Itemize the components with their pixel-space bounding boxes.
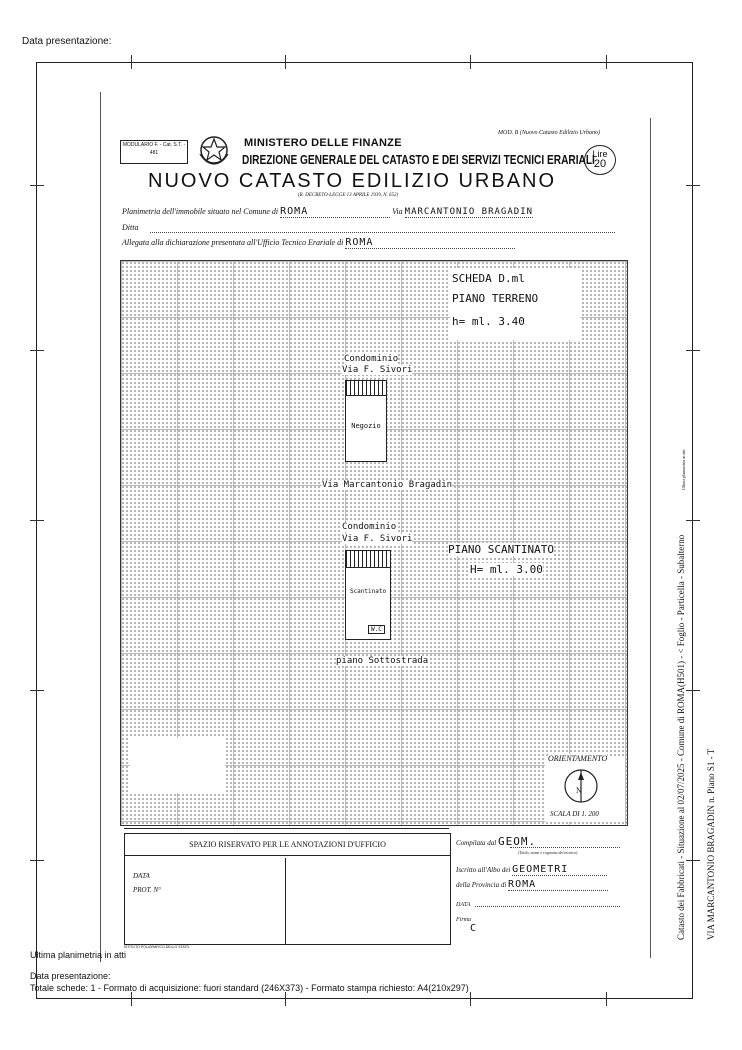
provincia-value: ROMA <box>508 879 608 891</box>
inner-right-line <box>650 118 651 958</box>
tick-right-3 <box>686 520 700 521</box>
tick-bottom-2 <box>285 992 286 1006</box>
data-label: DATA <box>133 872 150 880</box>
ufficio-value: ROMA <box>345 237 515 249</box>
stamp-label: ISTITUTO POLIGRAFICO DELLO STATO <box>124 945 190 949</box>
via-sivori-2-label: Via F. Sivori <box>342 534 413 544</box>
frame-top <box>36 62 692 63</box>
side-address-text: VIA MARCANTONIO BRAGADIN n. Piano S1 - T <box>706 748 716 940</box>
tick-top-3 <box>470 55 471 69</box>
frame-left <box>36 62 37 999</box>
tick-top-4 <box>606 55 607 69</box>
compilata-value: GEOM. <box>498 835 537 848</box>
totale-schede: Totale schede: 1 - Formato di acquisizione: fuori standard (246X373) - Formato stampa richiesto: A4(210x297) <box>30 983 469 993</box>
piano-terreno-label: PIANO TERRENO <box>452 292 539 305</box>
modulario-box: MODULARIO F. - Cat. S.T. - 481 <box>120 140 188 164</box>
negozio-stair-icon <box>346 381 386 396</box>
annotazioni-divider <box>285 858 286 944</box>
ultima-planimetria: Ultima planimetria in atti <box>30 950 127 960</box>
negozio-unit <box>345 380 387 462</box>
mod-b-label: MOD. B (Nuovo Catasto Edilizio Urbano) <box>498 130 600 136</box>
scala-label: SCALA DI 1. 200 <box>550 810 599 818</box>
firma-value: C <box>470 923 478 934</box>
tick-bottom-4 <box>606 992 607 1006</box>
tick-left-4 <box>30 690 44 691</box>
data2-line <box>475 906 620 907</box>
data-presentazione-bottom: Data presentazione: <box>30 971 111 981</box>
tick-top-2 <box>285 55 286 69</box>
compilata-line <box>510 847 620 848</box>
frame-bottom <box>36 998 692 999</box>
side-small-text: Ultima planimetria in atti <box>681 449 686 490</box>
ditta-label: Ditta <box>122 223 139 232</box>
piano-scantinato-label: PIANO SCANTINATO <box>448 543 554 556</box>
tick-left-1 <box>30 185 44 186</box>
ditta-line <box>150 232 615 233</box>
scantinato-label: Scantinato <box>349 588 387 595</box>
condominio-1-label: Condominio <box>344 354 399 364</box>
compilata-sub: (Titolo, nome e cognome del tecnico) <box>518 850 578 855</box>
lire-stamp <box>584 145 616 175</box>
side-catasto-text: Catasto dei Fabbricati - Situazione al 02/07/2025 - Comune di ROMA(H501) - < Foglio - Particella - Subalterno <box>676 534 686 940</box>
lire-label: Lire <box>592 149 608 159</box>
negozio-label: Negozio <box>351 422 381 430</box>
tick-right-5 <box>686 860 700 861</box>
via-sivori-1-label: Via F. Sivori <box>342 365 413 375</box>
orientamento-label: ORIENTAMENTO <box>548 754 608 763</box>
comune-value: ROMA <box>280 206 390 218</box>
lire-value: 20 <box>593 158 607 170</box>
north-label: N <box>576 786 582 795</box>
annotazioni-box <box>124 833 451 945</box>
street-label: Via Marcantonio Bragadin <box>322 480 453 490</box>
compilata-label: Compilata dal <box>456 839 497 847</box>
provincia-row <box>456 879 608 891</box>
scantinato-unit <box>345 550 391 640</box>
ministero-title: MINISTERO DELLE FINANZE <box>244 137 402 149</box>
condominio-2-label: Condominio <box>342 522 397 532</box>
allegata-row <box>122 237 515 249</box>
scheda-label: SCHEDA D.ml <box>452 272 525 285</box>
via-value: MARCANTONIO BRAGADIN <box>404 207 534 217</box>
iscritto-label: Iscritto all'Albo dei <box>456 866 511 874</box>
prot-label: PROT. N° <box>133 886 161 894</box>
riservato-top-line <box>124 828 449 829</box>
tick-top-1 <box>131 55 132 69</box>
data-presentazione-top: Data presentazione: <box>22 36 112 47</box>
inner-left-line <box>100 92 101 962</box>
ditta-row <box>122 223 138 232</box>
provincia-label: della Provincia di <box>456 881 507 889</box>
via-label: Via <box>392 207 403 216</box>
data2-row <box>456 900 470 908</box>
tick-left-3 <box>30 520 44 521</box>
wc-label: W.C <box>368 625 385 634</box>
nuovo-catasto-title: NUOVO CATASTO EDILIZIO URBANO <box>148 170 557 192</box>
iscritto-value: GEOMETRI <box>512 864 607 876</box>
decreto-label: (R. DECRETO-LEGGE 13 APRILE 1939, N. 652) <box>298 193 399 198</box>
republic-emblem-icon <box>196 132 232 166</box>
tick-bottom-3 <box>470 992 471 1006</box>
iscritto-row <box>456 864 607 876</box>
planimetria-label: Planimetria dell'immobile situato nel Comune di <box>122 207 279 216</box>
h-scantinato-label: H= ml. 3.00 <box>470 563 543 576</box>
tick-bottom-1 <box>131 992 132 1006</box>
annotazioni-title: SPAZIO RISERVATO PER LE ANNOTAZIONI D'UFFICIO <box>125 840 450 856</box>
north-compass-icon <box>563 768 599 804</box>
plan-blank-area-2 <box>130 738 225 793</box>
allegata-label: Allegata alla dichiarazione presentata all'Ufficio Tecnico Erariale di <box>122 238 344 247</box>
tick-right-2 <box>686 350 700 351</box>
tick-right-1 <box>686 185 700 186</box>
piano-sottostrada-label: piano Sottostrada <box>336 656 429 666</box>
h-terreno-label: h= ml. 3.40 <box>452 315 525 328</box>
direzione-title: DIREZIONE GENERALE DEL CATASTO E DEI SERVIZI TECNICI ERARIALI <box>242 152 595 167</box>
data2-label: DATA <box>456 902 471 908</box>
tick-right-4 <box>686 690 700 691</box>
firma-row <box>456 915 471 923</box>
tick-left-2 <box>30 350 44 351</box>
scantinato-stair-icon <box>346 551 390 568</box>
planimetria-row <box>122 206 622 218</box>
tick-left-5 <box>30 860 44 861</box>
frame-right <box>692 62 693 999</box>
firma-label: Firma <box>456 917 471 923</box>
